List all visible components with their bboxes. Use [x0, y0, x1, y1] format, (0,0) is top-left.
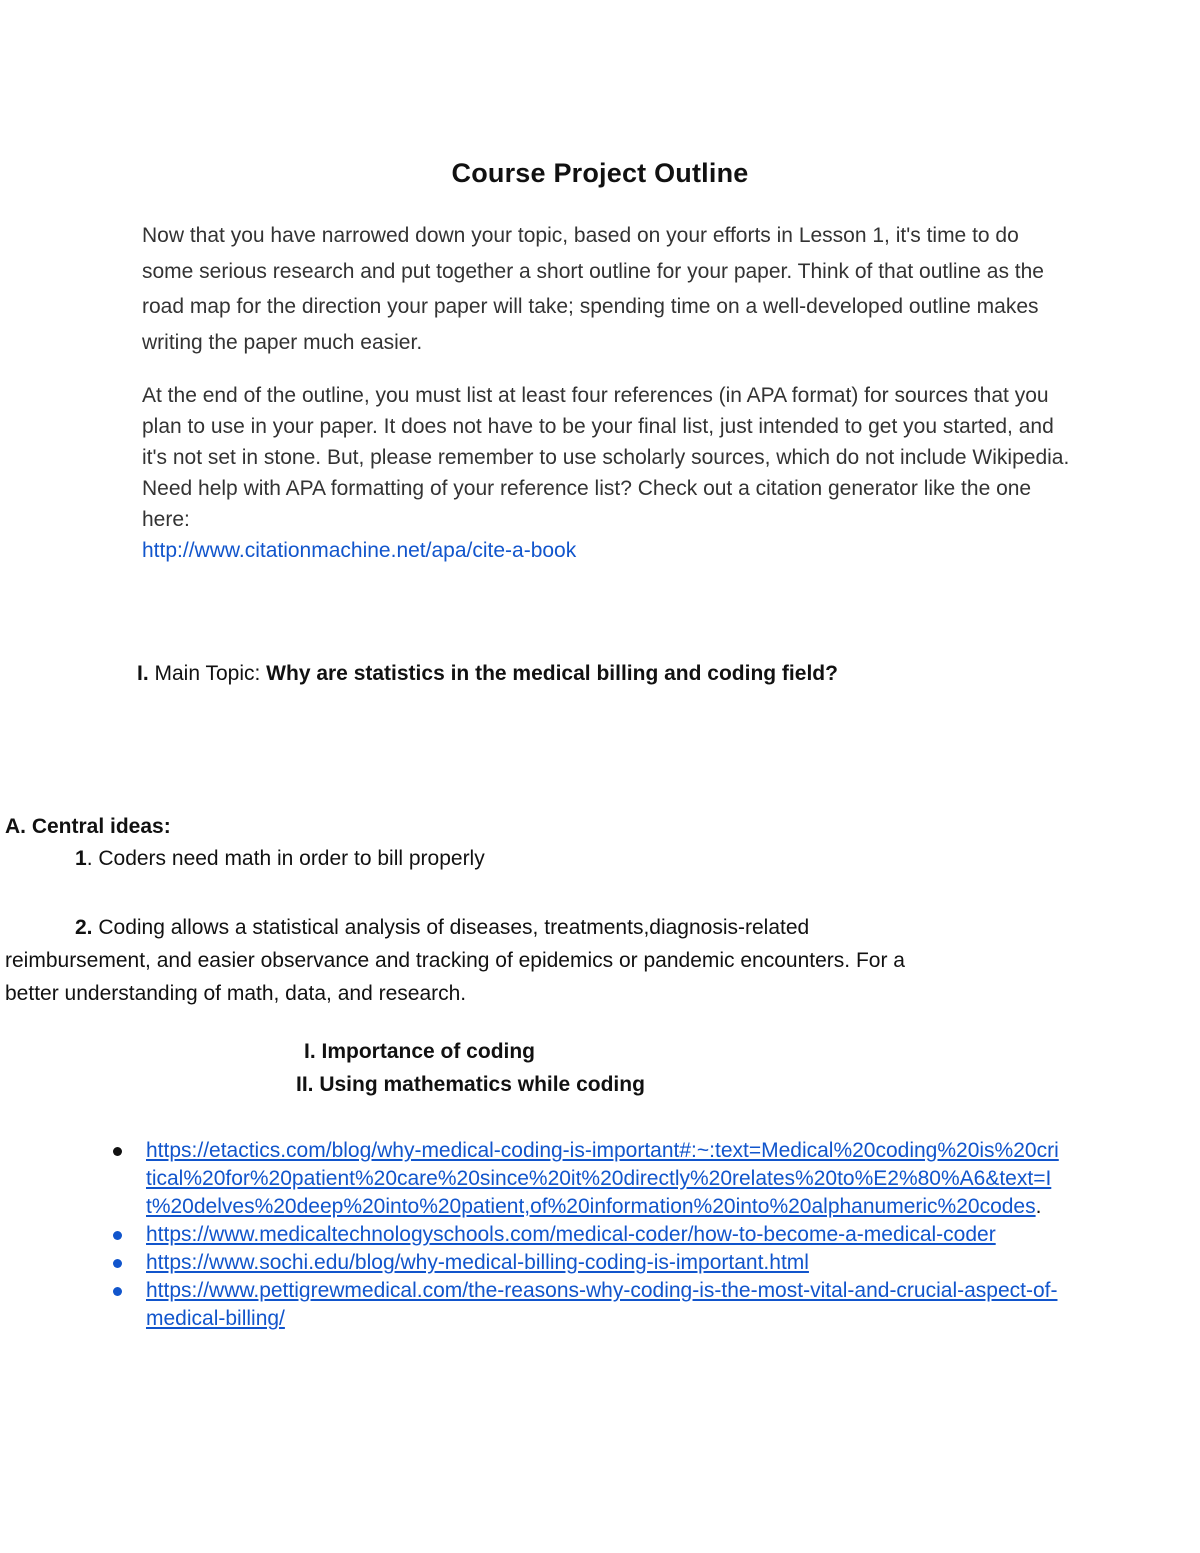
- central-idea-2-number: 2.: [75, 916, 93, 939]
- central-idea-1: [75, 847, 485, 871]
- central-idea-1-number: 1: [75, 847, 87, 870]
- reference-item: [146, 1249, 1061, 1277]
- intro-paragraph: Now that you have narrowed down your topic, based on your efforts in Lesson 1, it's time to do some serious research and put together a short outline for your paper. Think of that outline as the road map for the direction your paper will take; spending time on a well-developed outline makes writing the paper much easier.: [142, 224, 1044, 354]
- reference-suffix: .: [1035, 1195, 1042, 1218]
- reference-link-sochi[interactable]: https://www.sochi.edu/blog/why-medical-billing-coding-is-important.html: [146, 1251, 809, 1274]
- central-ideas-heading: A. Central ideas:: [5, 815, 171, 838]
- central-idea-2-text: Coding allows a statistical analysis of diseases, treatments,diagnosis-related reimbursement, and easier observance and tracking of epidemics or pandemic encounters. For a better understanding of math, data, and research.: [5, 916, 905, 1005]
- bullet-icon: [113, 1147, 122, 1156]
- reference-item: [146, 1137, 1061, 1221]
- reference-link-pettigrewmedical[interactable]: https://www.pettigrewmedical.com/the-reasons-why-coding-is-the-most-vital-and-crucial-aspect-of-medical-billing/: [146, 1279, 1058, 1330]
- bullet-icon: [113, 1287, 122, 1296]
- main-topic-value: Why are statistics in the medical billing and coding field?: [266, 662, 838, 685]
- citation-machine-link[interactable]: http://www.citationmachine.net/apa/cite-a-book: [142, 539, 577, 562]
- bullet-icon: [113, 1231, 122, 1240]
- central-idea-1-text: . Coders need math in order to bill properly: [86, 847, 485, 870]
- reference-link-etactics[interactable]: https://etactics.com/blog/why-medical-coding-is-important#:~:text=Medical%20coding%20is%20critical%20for%20patient%20care%20since%20it%20directly%20relates%20to%E2%80%A6&text=It%20delves%20deep%20into%20patient,of%20information%20into%20alphanumeric%20codes: [146, 1139, 1059, 1218]
- central-idea-2: [5, 911, 945, 1010]
- document-title: Course Project Outline: [451, 158, 749, 188]
- main-topic-numeral: I.: [137, 662, 149, 685]
- subtopic-importance: I. Importance of coding: [304, 1040, 536, 1063]
- main-topic-label: Main Topic:: [148, 662, 267, 685]
- reference-item: [146, 1221, 1061, 1249]
- references-instructions: [142, 380, 1072, 566]
- main-topic: [137, 662, 838, 686]
- bullet-icon: [113, 1259, 122, 1268]
- reference-list: [146, 1137, 1061, 1333]
- reference-link-medicaltechnologyschools[interactable]: https://www.medicaltechnologyschools.com/medical-coder/how-to-become-a-medical-coder: [146, 1223, 996, 1246]
- reference-item: [146, 1277, 1061, 1333]
- references-paragraph-text: At the end of the outline, you must list at least four references (in APA format) for sources that you plan to use in your paper. It does not have to be your final list, just intended to get you started, and it's not set in stone. But, please remember to use scholarly sources, which do not include Wikipedia. Need help with APA formatting of your reference list? Check out a citation generator like the one here:: [142, 384, 1070, 531]
- subtopic-mathematics: II. Using mathematics while coding: [296, 1073, 645, 1096]
